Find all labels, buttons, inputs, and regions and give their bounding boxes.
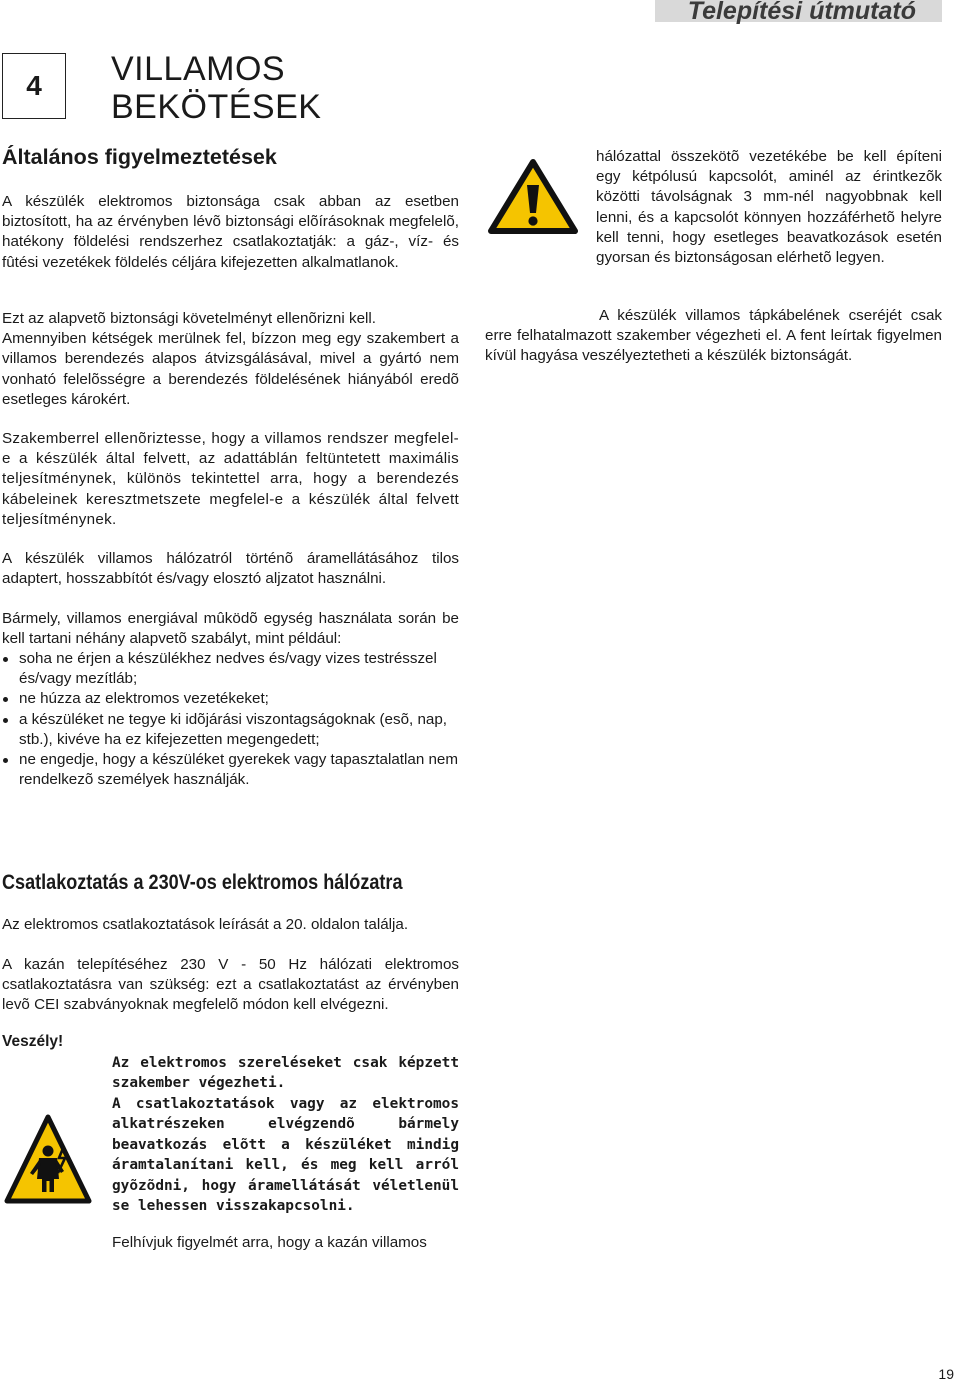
- warning-text-1: Az elektromos szereléseket csak képzett szakember végezheti.: [112, 1055, 459, 1092]
- general-paragraph-3: Szakemberrel ellenõriztesse, hogy a villamos rendszer megfelel-e a készülék által felvett, az adattáblán feltüntetett maximális teljesítménynek, különös tekintettel arra, hogy a berendezés kábeleinek keresztmetszete megfelel-e a készülék által felvett teljesítménynek.: [2, 430, 459, 528]
- danger-label: Veszély!: [2, 1033, 64, 1050]
- list-item: ne engedje, hogy a készüléket gyerekek vagy tapasztalatlan nem rendelkezõ személyek használják.: [2, 750, 459, 790]
- connection-paragraph-1: Az elektromos csatlakoztatások leírását a 20. oldalon találja.: [2, 916, 409, 933]
- general-paragraph-5: Bármely, villamos energiával mûködõ egység használata során be kell tartani néhány alapvetõ szabályt, mint például:: [2, 610, 459, 648]
- section-title-line1: VILLAMOS: [111, 50, 286, 88]
- connection-heading: Csatlakoztatás a 230V-os elektromos hálózatra: [2, 871, 403, 894]
- section-number-box: [2, 53, 66, 119]
- page-number: 19: [938, 1366, 954, 1382]
- right-paragraph-2: A készülék villamos tápkábelének cseréjét csak erre felhatalmazott szakember végezheti el. A fent leírtak figyelmen kívül hagyása veszélyeztetheti a készülék biztonságát.: [485, 307, 942, 365]
- electrical-hazard-icon: [4, 1113, 92, 1205]
- right-paragraph-1: hálózattal összekötõ vezetékébe be kell építeni egy kétpólusú kapcsolót, aminél az érintkezõk közötti távolságnak 3 mm-nél nagyobbnak kell lenni, és a kapcsolót könnyen hozzáférhetõ helyre kell tenni, hogy esetleges beavatkozások esetén gyorsan és biztonságosan elérhetõ legyen.: [596, 148, 942, 267]
- general-paragraph-4: A készülék villamos hálózatról történõ áramellátásához tilos adaptert, hosszabbítót és/vagy elosztó aljzatot használni.: [2, 550, 459, 588]
- section-title: [111, 50, 411, 126]
- general-paragraph-2b: Amennyiben kétségek merülnek fel, bízzon meg egy szakembert a villamos berendezés alapos átvizsgálásával, mivel a gyártó nem vonható felelõsségre a berendezés földelésének hiányából eredõ esetleges károkért.: [2, 330, 459, 408]
- list-item: a készüléket ne tegye ki idõjárási viszontagságoknak (esõ, nap, stb.), kivéve ha ez kifejezetten megengedett;: [2, 710, 459, 750]
- safety-rules-list: [2, 649, 459, 790]
- connection-paragraph-3: Felhívjuk figyelmét arra, hogy a kazán villamos: [112, 1234, 427, 1251]
- general-warnings-heading: Általános figyelmeztetések: [2, 145, 277, 169]
- header-title: Telepítési útmutató: [687, 0, 916, 25]
- bullet-icon: [3, 657, 8, 662]
- connection-paragraph-2: A kazán telepítéséhez 230 V - 50 Hz hálózati elektromos csatlakoztatásra van szükség: ezt a csatlakoztatást az érvényben levõ CEI szabványoknak megfelelõ módon kell elvégezni.: [2, 956, 459, 1014]
- general-paragraph-2a: Ezt az alapvetõ biztonsági követelményt ellenõrizni kell.: [2, 310, 376, 327]
- warning-exclamation-icon: [487, 158, 579, 234]
- list-item: soha ne érjen a készülékhez nedves és/vagy vizes testrésszel és/vagy mezítláb;: [2, 649, 459, 689]
- list-item: ne húzza az elektromos vezetékeket;: [2, 689, 459, 709]
- general-paragraph-2: [2, 309, 459, 410]
- bullet-icon: [3, 697, 8, 702]
- section-number: 4: [26, 70, 42, 101]
- general-paragraph-1: A készülék elektromos biztonsága csak abban az esetben biztosított, ha az érvényben lévõ biztonsági elõírásoknak megfelelõ, hatékony földelési rendszerhez csatlakoztatják: a gáz-, víz- és fûtési vezetékek földelés céljára kifejezetten alkalmatlanok.: [2, 193, 459, 271]
- section-title-line2: BEKÖTÉSEK: [111, 88, 322, 126]
- bullet-icon: [3, 718, 8, 723]
- bullet-icon: [3, 758, 8, 763]
- warning-text-2: A csatlakoztatások vagy az elektromos alkatrészeken elvégzendõ bármely beavatkozás elõtt a készüléket mindig áramtalanítani kell, és meg kell arról gyõzõdni, hogy áramellátását véletlenül se lehessen visszakapcsolni.: [112, 1096, 459, 1215]
